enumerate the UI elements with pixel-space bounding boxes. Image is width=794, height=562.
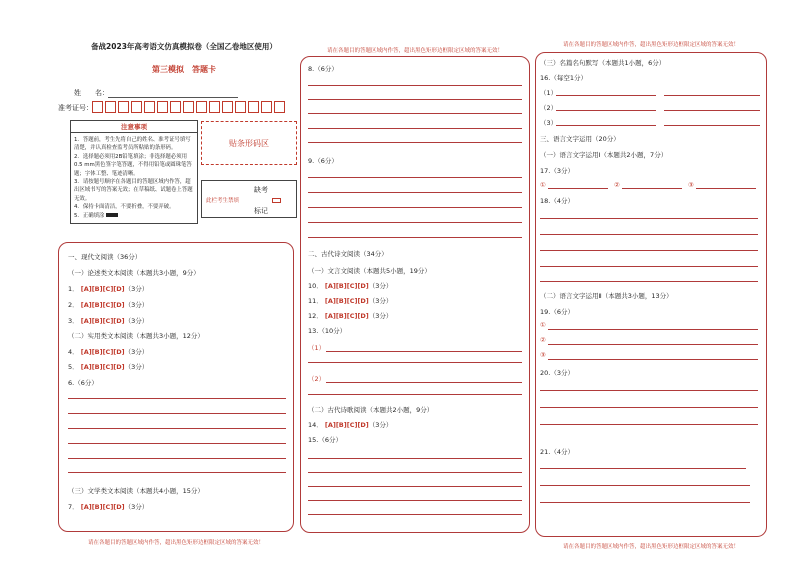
absent-label: 缺考 [254, 186, 268, 194]
question-19-part2: ② [540, 336, 546, 344]
answer-line[interactable] [622, 188, 682, 189]
name-label: 姓 名： [74, 89, 109, 97]
mc-row-7: 7． [A][B][C][D]（3分） [68, 503, 149, 511]
mc-row-11: 11． [A][B][C][D]（3分） [308, 297, 393, 305]
boundary-warning: 请在各题目的答题区域内作答，超出黑色矩形边框限定区域的答案无效！ [562, 42, 739, 48]
answer-line[interactable] [308, 500, 522, 501]
id-number-boxes[interactable] [92, 101, 287, 113]
answer-line[interactable] [696, 188, 756, 189]
answer-line[interactable] [664, 125, 760, 126]
choice-options[interactable]: [A][B][C][D] [324, 312, 369, 320]
absent-note: 此栏考生禁填 [206, 198, 240, 204]
mc-row-1: 1． [A][B][C][D]（3分） [68, 285, 149, 293]
answer-line[interactable] [548, 344, 758, 345]
barcode-area [201, 121, 297, 165]
mc-row-2: 2． [A][B][C][D]（3分） [68, 301, 149, 309]
question-16-part2: （2） [540, 104, 558, 112]
answer-line[interactable] [540, 468, 746, 469]
exam-title: 备战2023年高考语文仿真模拟卷（全国乙卷地区使用） [91, 42, 277, 51]
answer-line[interactable] [308, 128, 522, 129]
choice-options[interactable]: [A][B][C][D] [80, 503, 125, 511]
subsection-heading: （一）文言文阅读（本题共5小题，19分） [308, 267, 431, 275]
answer-line[interactable] [308, 85, 522, 86]
answer-line[interactable] [540, 485, 750, 486]
answer-line[interactable] [308, 514, 522, 515]
answer-line[interactable] [68, 398, 286, 399]
name-field[interactable] [108, 97, 238, 98]
answer-line[interactable] [540, 502, 750, 503]
mc-row-10: 10． [A][B][C][D]（3分） [308, 282, 393, 290]
choice-options[interactable]: [A][B][C][D] [324, 421, 369, 429]
notice-box [70, 120, 198, 224]
answer-line[interactable] [664, 95, 760, 96]
answer-line[interactable] [308, 222, 522, 223]
notice-item: 4．保持卡面清洁，不要折叠，不要弄破。 [74, 204, 175, 211]
answer-line[interactable] [308, 362, 522, 363]
answer-line[interactable] [540, 250, 758, 251]
mc-row-14: 14． [A][B][C][D]（3分） [308, 421, 393, 429]
mc-row-4: 4． [A][B][C][D]（3分） [68, 348, 149, 356]
answer-line[interactable] [68, 443, 286, 444]
answer-line[interactable] [540, 407, 758, 408]
answer-line[interactable] [68, 472, 286, 473]
choice-options[interactable]: [A][B][C][D] [80, 348, 125, 356]
question-16-part1: （1） [540, 89, 558, 97]
choice-options[interactable]: [A][B][C][D] [324, 282, 369, 290]
absent-label-2: 标记 [254, 207, 268, 215]
boundary-warning: 请在各题目的答题区域内作答，超出黑色矩形边框限定区域的答案无效！ [326, 48, 503, 54]
question-13-part1: （1） [308, 344, 326, 352]
question-16-label: 16.（每空1分） [540, 74, 587, 82]
boundary-warning: 请在各题目的答题区域内作答，超出黑色矩形边框限定区域的答案无效！ [87, 540, 264, 546]
answer-line[interactable] [556, 125, 656, 126]
answer-line[interactable] [308, 142, 522, 143]
answer-line[interactable] [308, 472, 522, 473]
answer-line[interactable] [540, 218, 758, 219]
boundary-warning: 请在各题目的答题区域内作答，超出黑色矩形边框限定区域的答案无效！ [562, 544, 739, 550]
question-21-label: 21.（4分） [540, 448, 574, 456]
mc-row-5: 5． [A][B][C][D]（3分） [68, 363, 149, 371]
answer-line[interactable] [548, 188, 608, 189]
answer-line[interactable] [308, 486, 522, 487]
answer-line[interactable] [308, 192, 522, 193]
answer-line[interactable] [540, 281, 758, 282]
question-17-label: 17.（3分） [540, 167, 574, 175]
answer-line[interactable] [308, 458, 522, 459]
question-18-label: 18.（4分） [540, 197, 574, 205]
answer-line[interactable] [664, 110, 760, 111]
answer-line[interactable] [308, 99, 522, 100]
question-17-part1: ① [540, 181, 546, 189]
id-label: 准考证号： [58, 104, 93, 112]
section-heading: 二、古代诗文阅读（34分） [308, 250, 388, 258]
question-17-part2: ② [614, 181, 620, 189]
section-heading: 三、语言文字运用（20分） [540, 135, 620, 143]
mc-row-12: 12． [A][B][C][D]（3分） [308, 312, 393, 320]
answer-line[interactable] [548, 329, 758, 330]
question-17-part3: ③ [688, 181, 694, 189]
answer-line[interactable] [540, 266, 758, 267]
question-13-label: 13.（10分） [308, 327, 347, 335]
question-20-label: 20.（3分） [540, 369, 574, 377]
answer-line[interactable] [308, 394, 522, 395]
section-heading: 一、现代文阅读（36分） [68, 253, 142, 261]
choice-options[interactable]: [A][B][C][D] [80, 301, 125, 309]
question-15-label: 15.（6分） [308, 436, 342, 444]
answer-line[interactable] [556, 110, 656, 111]
answer-line[interactable] [540, 234, 758, 235]
choice-options[interactable]: [A][B][C][D] [80, 363, 125, 371]
question-19-part1: ① [540, 321, 546, 329]
question-13-part2: （2） [308, 375, 326, 383]
choice-options[interactable]: [A][B][C][D] [80, 317, 125, 325]
barcode-label: 贴条形码区 [229, 138, 269, 148]
answer-line[interactable] [540, 390, 758, 391]
notice-item: 1．答题前，考生先将自己的姓名、准考证号填写清楚，并认真检查监考员所粘贴的条形码。 [74, 137, 191, 152]
subsection-heading: （三）文学类文本阅读（本题共4小题，15分） [68, 487, 204, 495]
question-19-part3: ③ [540, 351, 546, 359]
subsection-heading: （三）名篇名句默写（本题共1小题，6分） [540, 59, 666, 67]
absent-checkbox[interactable] [272, 198, 281, 203]
absent-mark-box [201, 180, 297, 218]
answer-line[interactable] [326, 382, 522, 383]
answer-line[interactable] [326, 351, 522, 352]
answer-line[interactable] [68, 413, 286, 414]
notice-heading: 注意事项 [71, 121, 197, 133]
answer-line[interactable] [68, 428, 286, 429]
answer-line[interactable] [540, 424, 758, 425]
question-6-label: 6.（6分） [68, 379, 98, 387]
choice-options[interactable]: [A][B][C][D] [324, 297, 369, 305]
answer-line[interactable] [308, 113, 522, 114]
mc-row-3: 3． [A][B][C][D]（3分） [68, 317, 149, 325]
subsection-heading: （二）语言文字运用Ⅱ（本题共3小题，13分） [540, 292, 673, 300]
notice-item: 3．请按题号顺序在各题目的答题区域内作答，超出区域书写的答案无效；在草稿纸、试题卷上答题无效。 [74, 179, 193, 202]
answer-sheet-subtitle: 第三模拟 答题卡 [152, 65, 216, 74]
answer-line[interactable] [308, 237, 522, 238]
subsection-heading: （一）语言文字运用Ⅰ（本题共2小题，7分） [540, 151, 668, 159]
subsection-heading: （二）实用类文本阅读（本题共3小题，12分） [68, 332, 204, 340]
notice-item: 2．选择题必须用2B铅笔填涂；非选择题必须用0.5 mm黑色签字笔答题，不得用铅笔或圆珠笔答题；字体工整、笔迹清晰。 [74, 153, 192, 177]
question-16-part3: （3） [540, 119, 558, 127]
answer-line[interactable] [308, 177, 522, 178]
question-9-label: 9.（6分） [308, 157, 338, 165]
filled-sample-mark [106, 213, 118, 217]
notice-item: 5．正确填涂 [74, 212, 105, 219]
question-19-label: 19.（6分） [540, 308, 574, 316]
answer-line[interactable] [548, 359, 758, 360]
subsection-heading: （二）古代诗歌阅读（本题共2小题，9分） [308, 406, 434, 414]
question-8-label: 8.（6分） [308, 65, 338, 73]
answer-line[interactable] [68, 458, 286, 459]
choice-options[interactable]: [A][B][C][D] [80, 285, 125, 293]
subsection-heading: （一）论述类文本阅读（本题共3小题，9分） [68, 269, 200, 277]
answer-line[interactable] [556, 95, 656, 96]
answer-line[interactable] [308, 207, 522, 208]
